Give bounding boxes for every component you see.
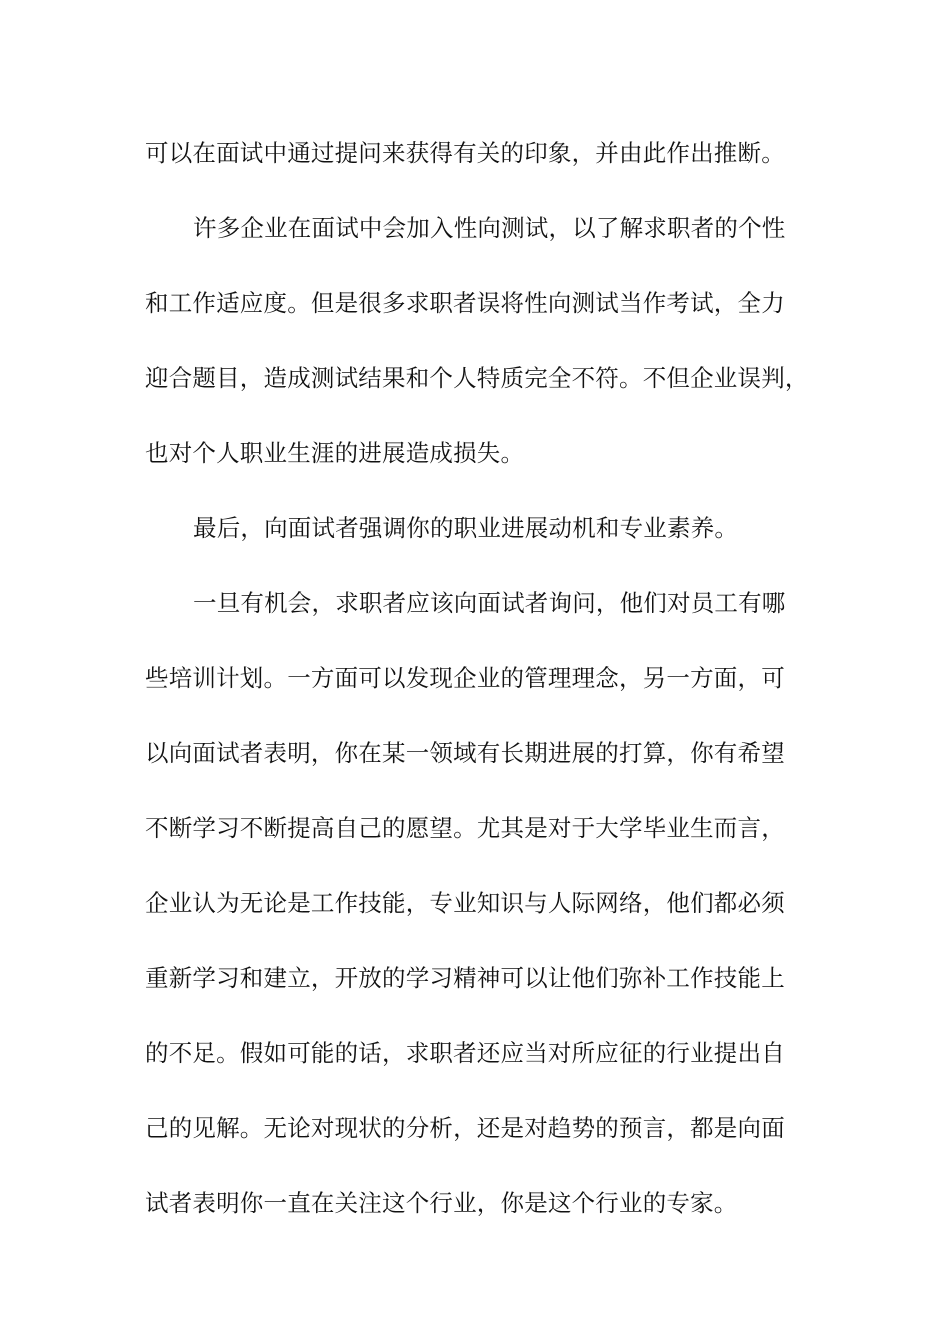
text-line: 企业认为无论是工作技能，专业知识与人际网络，他们都必须	[145, 889, 785, 917]
text-line: 些培训计划。一方面可以发现企业的管理理念，另一方面，可	[145, 664, 785, 692]
text-line: 可以在面试中通过提问来获得有关的印象，并由此作出推断。	[145, 139, 785, 167]
text-line: 试者表明你一直在关注这个行业，你是这个行业的专家。	[145, 1189, 738, 1217]
text-line: 不断学习不断提高自己的愿望。尤其是对于大学毕业生而言，	[145, 814, 785, 842]
text-line: 己的见解。无论对现状的分析，还是对趋势的预言，都是向面	[145, 1114, 785, 1142]
document-body	[145, 134, 810, 1259]
text-line: 和工作适应度。但是很多求职者误将性向测试当作考试，全力	[145, 289, 785, 317]
text-line: 的不足。假如可能的话，求职者还应当对所应征的行业提出自	[145, 1039, 785, 1067]
paragraph-first-line: 最后，向面试者强调你的职业进展动机和专业素养。	[193, 514, 739, 542]
text-line: 也对个人职业生涯的进展造成损失。	[145, 439, 525, 467]
paragraph-first-line: 许多企业在面试中会加入性向测试，以了解求职者的个性	[193, 214, 786, 242]
paragraph-first-line: 一旦有机会，求职者应该向面试者询问，他们对员工有哪	[193, 589, 786, 617]
text-line: 迎合题目，造成测试结果和个人特质完全不符。不但企业误判，	[145, 364, 809, 392]
text-line: 以向面试者表明，你在某一领域有长期进展的打算，你有希望	[145, 739, 785, 767]
text-line: 重新学习和建立，开放的学习精神可以让他们弥补工作技能上	[145, 964, 785, 992]
